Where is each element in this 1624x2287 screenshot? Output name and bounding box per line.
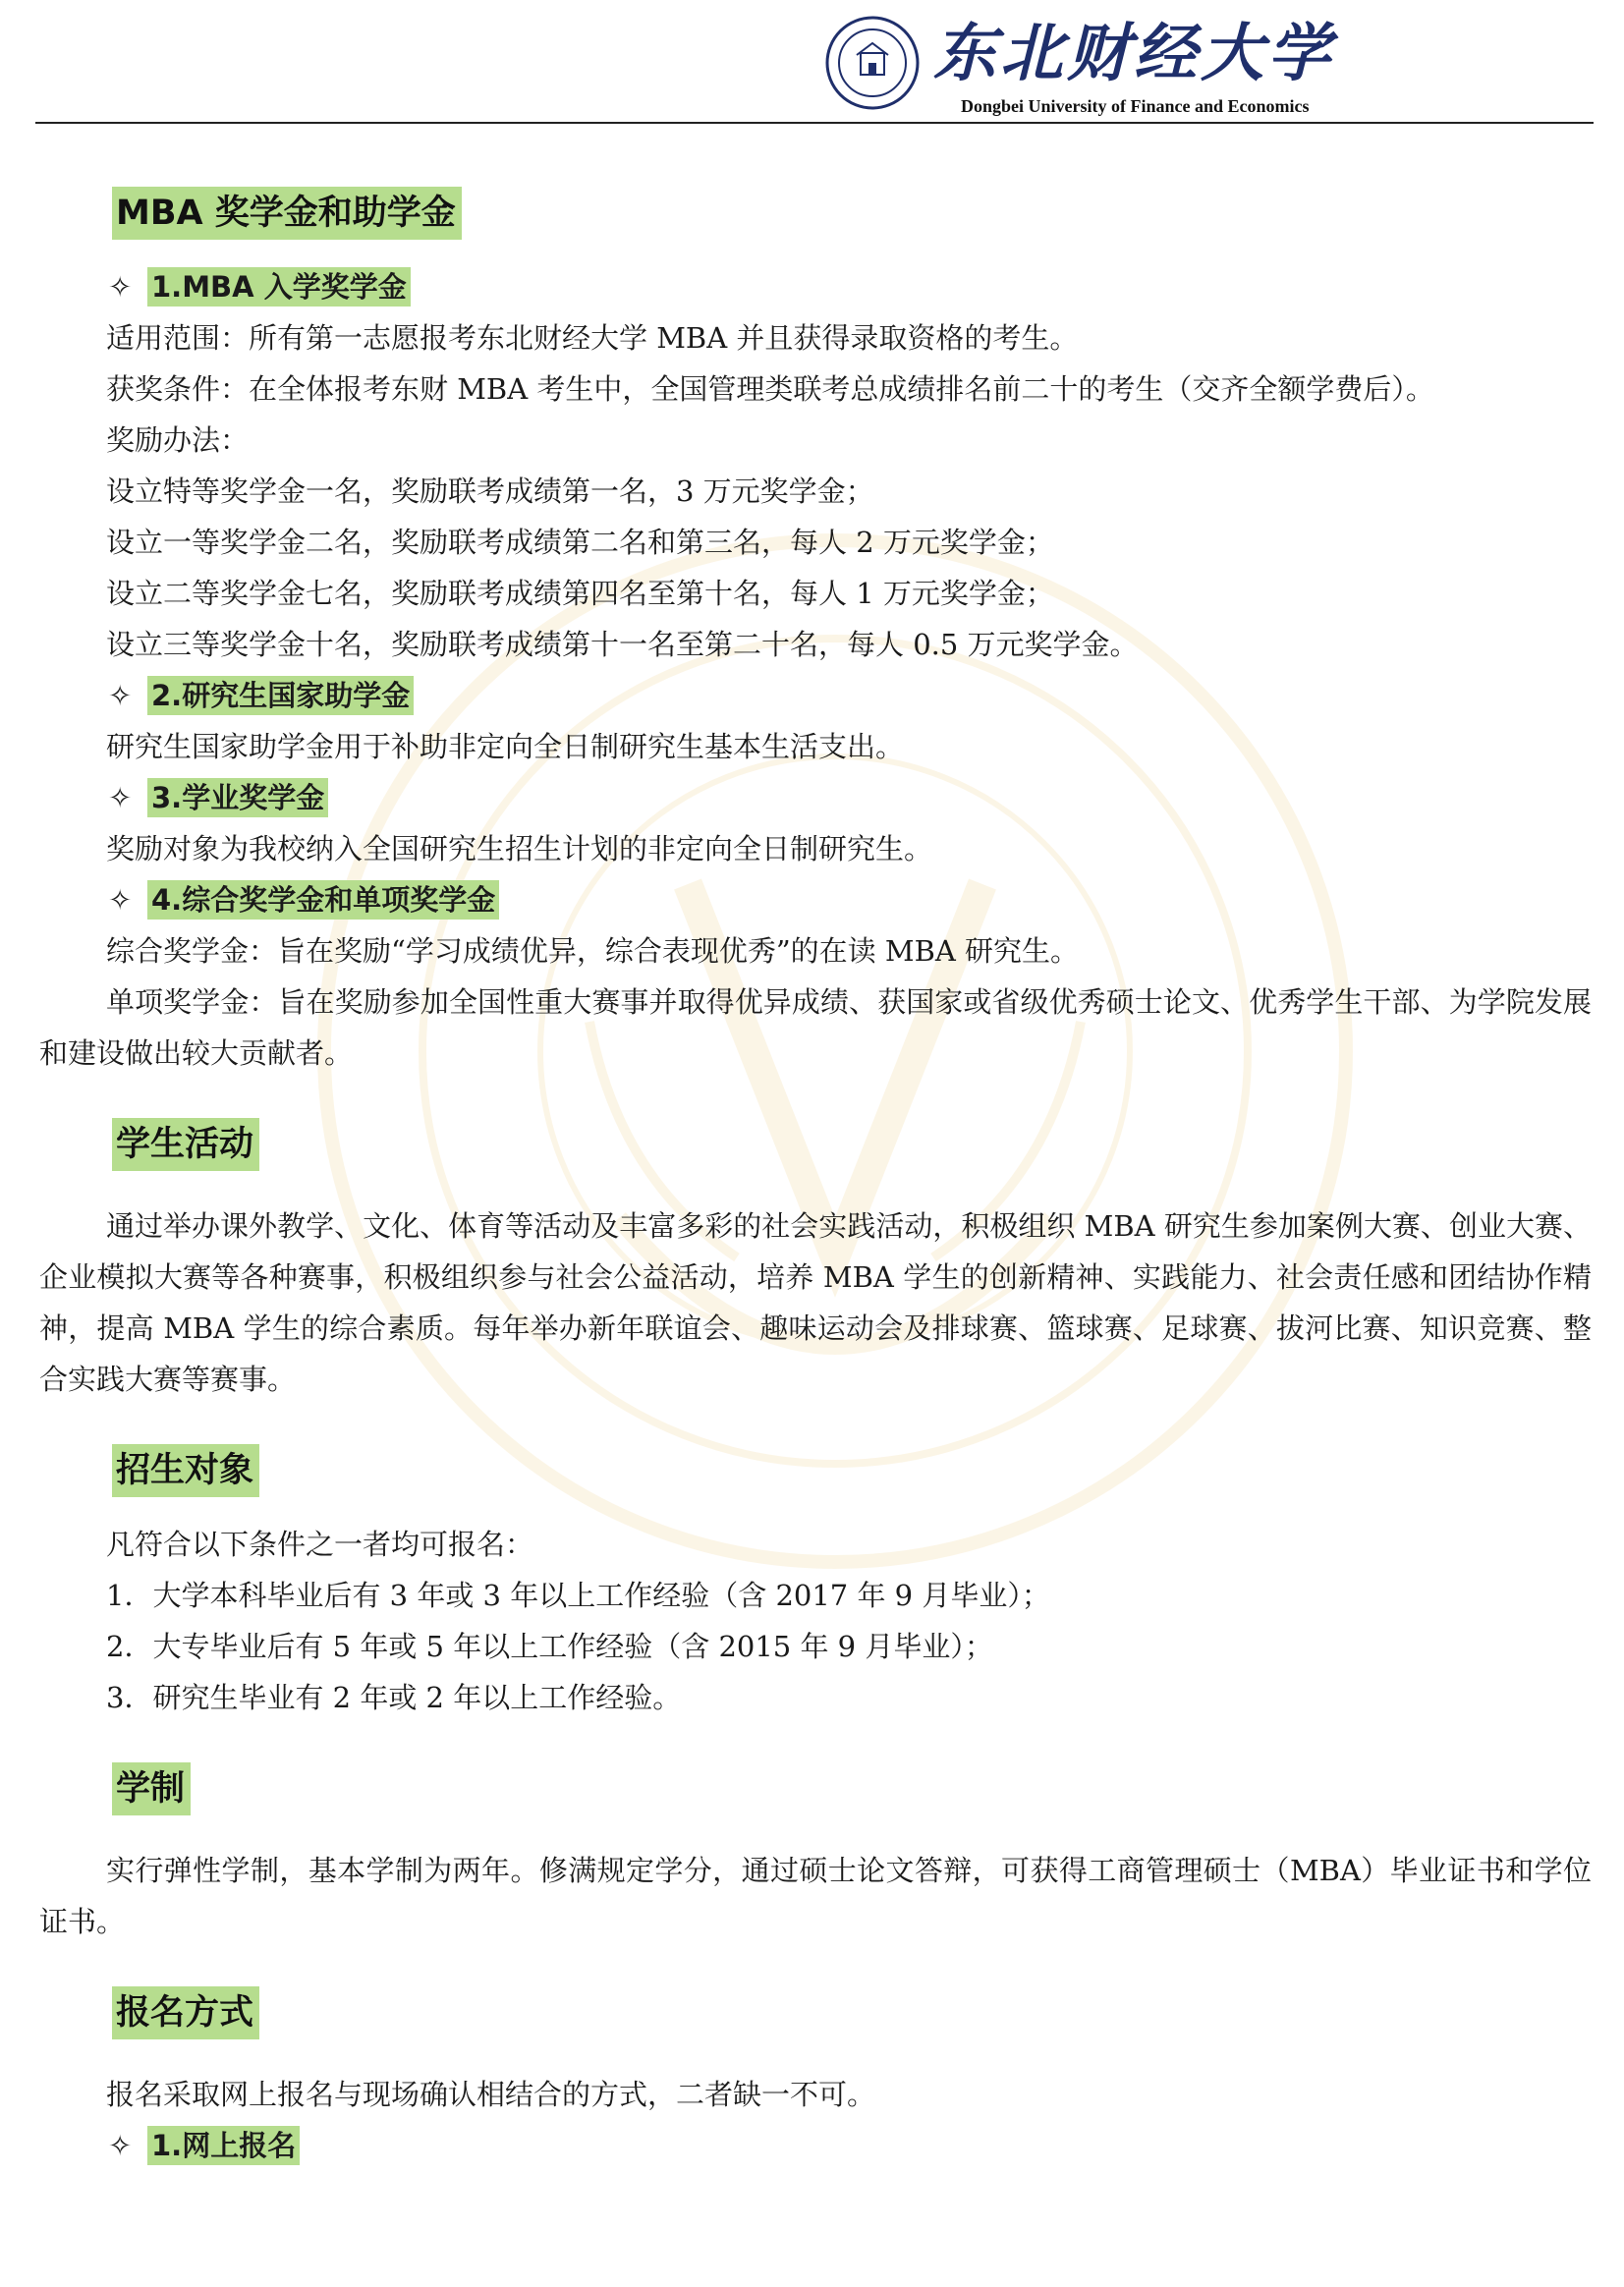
text-line: 报名采取网上报名与现场确认相结合的方式，二者缺一不可。: [106, 2078, 876, 2111]
list-item: 3．研究生毕业有 2 年或 2 年以上工作经验。: [106, 1681, 682, 1714]
subheading-national-grant: ✧ 2.研究生国家助学金: [39, 670, 1592, 721]
text-line: 设立特等奖学金一名，奖励联考成绩第一名，3 万元奖学金；: [106, 474, 874, 508]
text-paragraph: 通过举办课外教学、文化、体育等活动及丰富多彩的社会实践活动，积极组织 MBA 研究生参加案例大赛、创业大赛、企业模拟大赛等各种赛事，积极组织参与社会公益活动，培养 MBA 学生的创新精神、实践能力、社会责任感和团结协作精神，提高 MBA 学生的综合素质。每年举办新年联谊会、趣味运动会及排球赛、篮球赛、足球赛、拔河比赛、知识竞赛、整合实践大赛等赛事。: [39, 1209, 1592, 1396]
document-body: [39, 187, 1592, 2171]
diamond-bullet-icon: ✧: [108, 883, 133, 917]
page-header: [0, 0, 1624, 128]
text-line: 奖励对象为我校纳入全国研究生招生计划的非定向全日制研究生。: [106, 832, 933, 865]
text-line: 设立三等奖学金十名，奖励联考成绩第十一名至第二十名，每人 0.5 万元奖学金。: [106, 628, 1139, 661]
section-heading-admission: 招生对象: [112, 1444, 259, 1497]
text-line: 凡符合以下条件之一者均可报名：: [106, 1528, 534, 1561]
section-heading-activities: 学生活动: [112, 1118, 259, 1171]
list-item: 2．大专毕业后有 5 年或 5 年以上工作经验（含 2015 年 9 月毕业）；: [106, 1630, 993, 1663]
university-name-cn: 东北财经大学: [933, 17, 1334, 90]
subheading-online-registration: ✧ 1.网上报名: [39, 2120, 1592, 2171]
section-heading-schooling: 学制: [112, 1762, 191, 1815]
diamond-bullet-icon: ✧: [108, 679, 133, 712]
diamond-bullet-icon: ✧: [108, 781, 133, 814]
text-line: 适用范围：所有第一志愿报考东北财经大学 MBA 并且获得录取资格的考生。: [106, 321, 1079, 355]
text-line: 设立一等奖学金二名，奖励联考成绩第二名和第三名，每人 2 万元奖学金；: [106, 526, 1054, 559]
university-seal-icon: [823, 14, 922, 112]
section-heading-scholarship: MBA 奖学金和助学金: [112, 187, 462, 240]
diamond-bullet-icon: ✧: [108, 2129, 133, 2162]
text-line: 研究生国家助学金用于补助非定向全日制研究生基本生活支出。: [106, 730, 905, 763]
subheading-academic-scholarship: ✧ 3.学业奖学金: [39, 772, 1592, 823]
subheading-entrance-scholarship: ✧ 1.MBA 入学奖学金: [39, 261, 1592, 312]
section-heading-registration: 报名方式: [112, 1986, 259, 2039]
text-paragraph: 单项奖学金：旨在奖励参加全国性重大赛事并取得优异成绩、获国家或省级优秀硕士论文、优秀学生干部、为学院发展和建设做出较大贡献者。: [39, 985, 1592, 1070]
text-line: 奖励办法：: [106, 423, 250, 457]
subheading-comprehensive-scholarship: ✧ 4.综合奖学金和单项奖学金: [39, 874, 1592, 925]
header-divider: [35, 122, 1594, 124]
text-line: 设立二等奖学金七名，奖励联考成绩第四名至第十名，每人 1 万元奖学金；: [106, 577, 1054, 610]
university-name-en: Dongbei University of Finance and Economics: [961, 96, 1310, 116]
diamond-bullet-icon: ✧: [108, 270, 133, 304]
text-line: 获奖条件：在全体报考东财 MBA 考生中，全国管理类联考总成绩排名前二十的考生（交齐全额学费后）。: [106, 372, 1434, 406]
text-line: 综合奖学金：旨在奖励“学习成绩优异，综合表现优秀”的在读 MBA 研究生。: [106, 934, 1080, 968]
list-item: 1．大学本科毕业后有 3 年或 3 年以上工作经验（含 2017 年 9 月毕业）；: [106, 1579, 1050, 1612]
text-paragraph: 实行弹性学制，基本学制为两年。修满规定学分，通过硕士论文答辩，可获得工商管理硕士（MBA）毕业证书和学位证书。: [39, 1854, 1592, 1938]
